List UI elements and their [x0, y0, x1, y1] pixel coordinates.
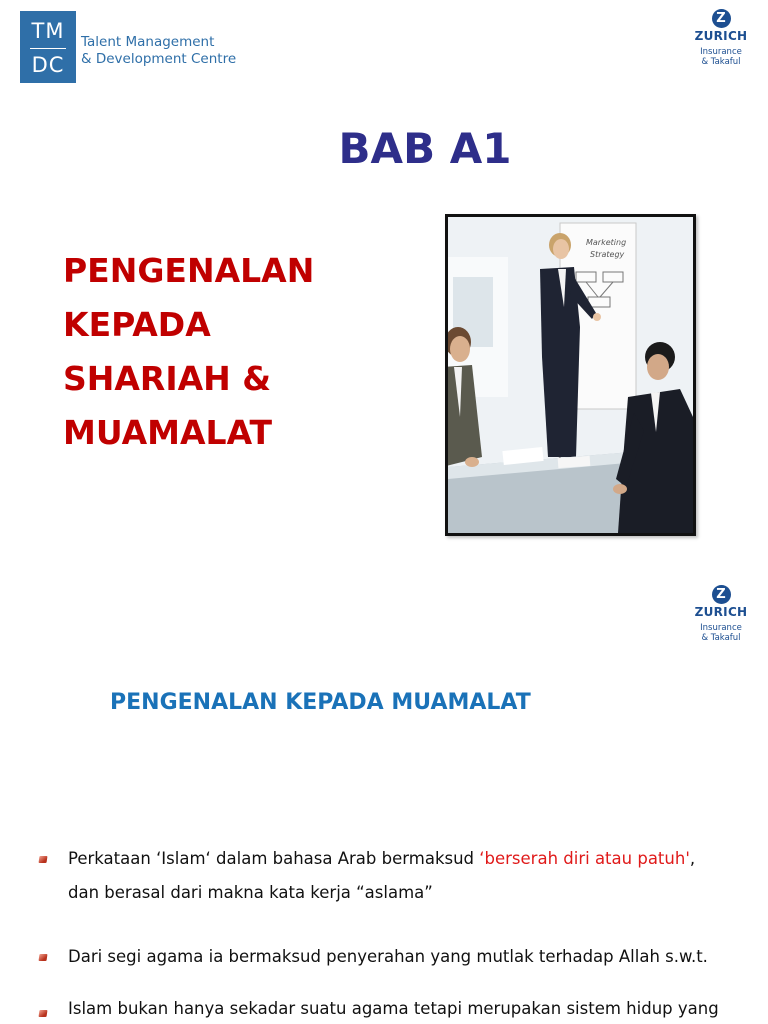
tmdc-logo-divider — [30, 48, 66, 49]
bullet-text-highlight: ‘berserah diri atau patuh' — [479, 849, 690, 868]
chapter-title: BAB A1 — [338, 124, 512, 173]
bullet-text-line1: Islam bukan hanya sekadar suatu agama tetapi merupakan sistem hidup yang — [68, 999, 719, 1018]
zurich-logo — [686, 585, 756, 643]
flipchart-text-2: Strategy — [590, 250, 625, 259]
slide-title-line: MUAMALAT — [63, 413, 273, 452]
bullet-text-line2: dan berasal dari makna kata kerja “aslama” — [68, 883, 433, 902]
slide-title-line: SHARIAH & — [63, 359, 272, 398]
bullet-text-post: , — [689, 849, 696, 868]
zurich-logo-sub1: Insurance — [700, 47, 742, 57]
tmdc-logo-text — [81, 34, 236, 68]
flipchart-text-1: Marketing — [586, 238, 627, 247]
slide-2 — [0, 560, 768, 1024]
zurich-z-icon: Z — [712, 585, 731, 604]
tmdc-logo-line2: & Development Centre — [81, 51, 237, 67]
slide-title — [63, 244, 403, 460]
zurich-logo-name: ZURICH — [694, 605, 748, 619]
tmdc-logo-row2: DC — [31, 53, 65, 77]
zurich-logo — [686, 9, 756, 67]
slide-title-line: PENGENALAN — [63, 251, 315, 290]
bullet-icon — [39, 1010, 48, 1017]
tmdc-logo-line1: Talent Management — [81, 34, 215, 50]
zurich-logo-sub1: Insurance — [700, 623, 742, 633]
business-meeting-photo — [445, 214, 696, 536]
bullet-icon — [39, 856, 48, 863]
zurich-z-icon: Z — [712, 9, 731, 28]
bullet-text-pre: Perkataan ‘Islam‘ dalam bahasa Arab bermaksud — [68, 849, 480, 868]
bullet-text-line1 — [68, 848, 695, 870]
slide-title-line: KEPADA — [63, 305, 211, 344]
bullet-icon — [39, 954, 48, 961]
zurich-logo-name: ZURICH — [694, 29, 748, 43]
zurich-logo-sub — [686, 623, 756, 643]
zurich-logo-sub — [686, 47, 756, 67]
bullet-text-line1: Dari segi agama ia bermaksud penyerahan yang mutlak terhadap Allah s.w.t. — [68, 947, 708, 966]
zurich-logo-sub2: & Takaful — [701, 57, 741, 67]
zurich-logo-sub2: & Takaful — [701, 633, 741, 643]
section-heading: PENGENALAN KEPADA MUAMALAT — [110, 690, 531, 715]
tmdc-logo-row1: TM — [31, 19, 65, 43]
tmdc-logo — [20, 11, 76, 83]
meeting-illustration — [448, 217, 693, 533]
